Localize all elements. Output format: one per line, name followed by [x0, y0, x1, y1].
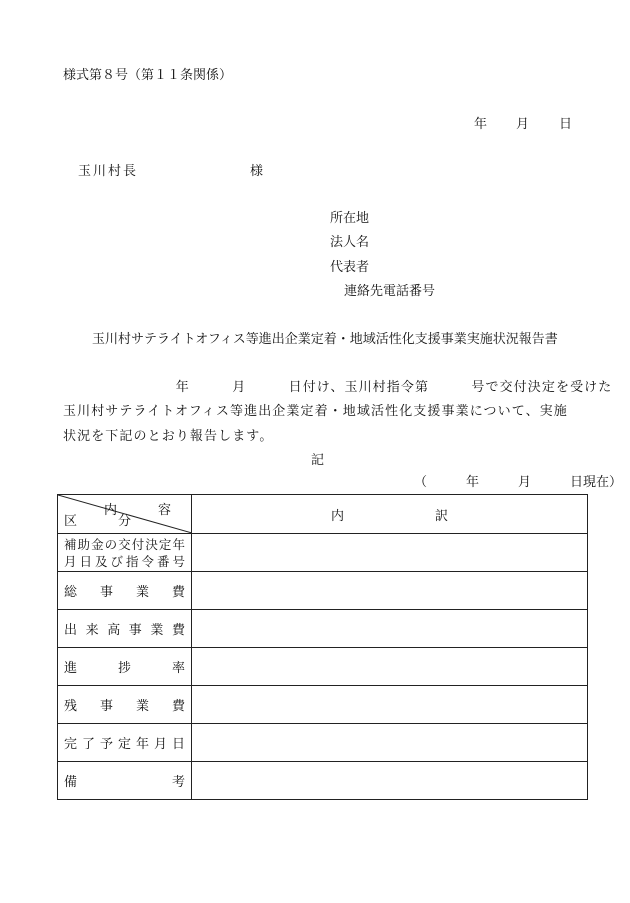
- row-value-completed-cost[interactable]: [192, 610, 588, 648]
- table-row: [58, 610, 588, 648]
- date-year: 年: [474, 117, 488, 132]
- header-diagonal-cell: [58, 495, 192, 534]
- row-label-text: 備考: [64, 775, 185, 790]
- row-value-progress-rate[interactable]: [192, 648, 588, 686]
- table-row: [58, 724, 588, 762]
- body-text-line-3: 状況を下記のとおり報告します。: [63, 429, 274, 444]
- row-label-line2: 月日及び指令番号: [64, 553, 185, 569]
- report-table: [57, 494, 588, 800]
- row-value-total-cost[interactable]: [192, 572, 588, 610]
- table-row: [58, 686, 588, 724]
- document-title: 玉川村サテライトオフィス等進出企業定着・地域活性化支援事業実施状況報告書: [92, 332, 558, 347]
- row-label-text: 出来高事業費: [64, 623, 185, 638]
- date-day: 日: [559, 117, 573, 132]
- row-label-completed-cost: [58, 610, 192, 648]
- ki-heading: 記: [311, 453, 325, 468]
- recipient-honorific: 様: [250, 164, 264, 179]
- row-label-text: 進捗率: [64, 661, 185, 676]
- row-label-text: 残事業費: [64, 699, 185, 714]
- row-value-completion-date[interactable]: [192, 724, 588, 762]
- row-value-remarks[interactable]: [192, 762, 588, 800]
- date-month: 月: [516, 117, 530, 132]
- sender-address-label: 所在地: [330, 211, 370, 226]
- sender-phone-label: 連絡先電話番号: [344, 284, 436, 299]
- date-line: [474, 118, 572, 131]
- row-label-line1: 補助金の交付決定年: [64, 536, 185, 552]
- row-value-decision[interactable]: [192, 534, 588, 572]
- row-value-remaining-cost[interactable]: [192, 686, 588, 724]
- form-number: 様式第８号（第１１条関係）: [63, 68, 233, 83]
- header-details-text: 内 訳: [330, 508, 448, 524]
- row-label-progress-rate: [58, 648, 192, 686]
- header-details: [192, 495, 588, 534]
- sender-representative-label: 代表者: [330, 260, 370, 275]
- row-label-decision: [58, 534, 192, 572]
- table-header-row: [58, 495, 588, 534]
- as-of-date: （ 年 月 日現在）: [414, 475, 623, 490]
- row-label-remarks: [58, 762, 192, 800]
- row-label-total-cost: [58, 572, 192, 610]
- sender-corp-name-label: 法人名: [330, 235, 370, 250]
- table-row: [58, 534, 588, 572]
- body-text-line-2: 玉川村サテライトオフィス等進出企業定着・地域活性化支援事業について、実施: [63, 404, 568, 419]
- row-label-text: 総事業費: [64, 585, 185, 600]
- table-row: [58, 572, 588, 610]
- recipient-name: 玉川村長: [78, 164, 139, 179]
- row-label-text: 完了予定年月日: [64, 737, 185, 752]
- row-label-completion-date: [58, 724, 192, 762]
- table-row: [58, 762, 588, 800]
- table-row: [58, 648, 588, 686]
- body-text-line-1: 年 月 日付け、玉川村指令第 号で交付決定を受けた: [63, 380, 613, 395]
- header-content: 内 容: [103, 503, 185, 518]
- recipient: [78, 164, 264, 179]
- row-label-remaining-cost: [58, 686, 192, 724]
- header-category: 区 分: [64, 514, 146, 529]
